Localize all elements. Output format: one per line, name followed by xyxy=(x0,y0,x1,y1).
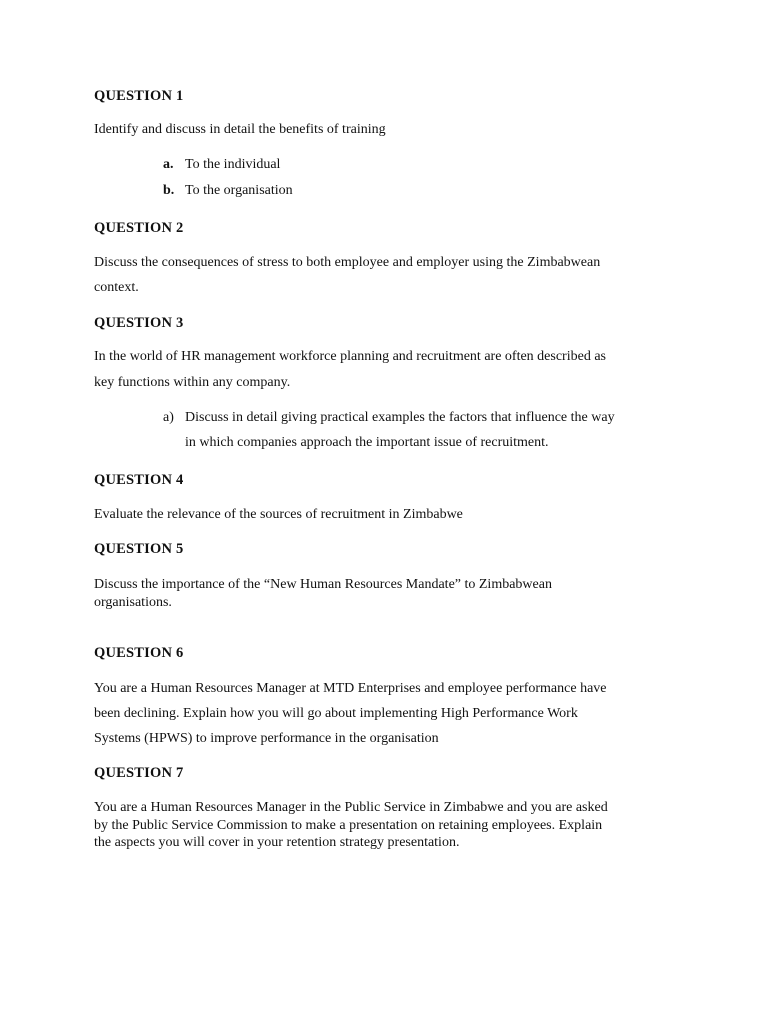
question-5-line-2: organisations. xyxy=(94,595,172,610)
list-item-text: To the individual xyxy=(185,157,281,172)
question-4-line-1: Evaluate the relevance of the sources of recruitment in Zimbabwe xyxy=(94,507,463,522)
question-1-item-b xyxy=(163,183,293,199)
list-marker: a. xyxy=(163,157,174,172)
question-2-line-1: Discuss the consequences of stress to both employee and employer using the Zimbabwean xyxy=(94,255,601,270)
question-3-sub-line-1 xyxy=(163,410,615,426)
question-6-line-1: You are a Human Resources Manager at MTD Enterprises and employee performance have xyxy=(94,681,607,696)
question-4-heading: QUESTION 4 xyxy=(94,472,184,488)
question-2-line-2: context. xyxy=(94,280,139,295)
list-marker: b. xyxy=(163,183,175,198)
question-6-line-3: Systems (HPWS) to improve performance in the organisation xyxy=(94,731,439,746)
question-3-heading: QUESTION 3 xyxy=(94,315,184,331)
question-5-heading: QUESTION 5 xyxy=(94,541,184,557)
question-7-line-1: You are a Human Resources Manager in the Public Service in Zimbabwe and you are asked xyxy=(94,800,608,815)
question-5-line-1: Discuss the importance of the “New Human Resources Mandate” to Zimbabwean xyxy=(94,577,552,592)
question-3-line-1: In the world of HR management workforce planning and recruitment are often described as xyxy=(94,349,606,364)
question-7-line-2: by the Public Service Commission to make a presentation on retaining employees. Explain xyxy=(94,818,603,833)
question-1-heading: QUESTION 1 xyxy=(94,88,184,104)
question-3-line-2: key functions within any company. xyxy=(94,375,291,390)
question-7-heading: QUESTION 7 xyxy=(94,765,184,781)
question-3-sub-line-2: in which companies approach the important issue of recruitment. xyxy=(185,435,549,450)
list-item-text: Discuss in detail giving practical examples the factors that influence the way xyxy=(185,410,615,425)
question-7-line-3: the aspects you will cover in your retention strategy presentation. xyxy=(94,835,460,850)
list-marker: a) xyxy=(163,410,174,425)
question-2-heading: QUESTION 2 xyxy=(94,220,184,236)
question-1-prompt: Identify and discuss in detail the benefits of training xyxy=(94,122,386,137)
list-item-text: To the organisation xyxy=(185,183,293,198)
question-1-item-a xyxy=(163,157,280,173)
question-6-heading: QUESTION 6 xyxy=(94,645,184,661)
question-6-line-2: been declining. Explain how you will go about implementing High Performance Work xyxy=(94,706,578,721)
